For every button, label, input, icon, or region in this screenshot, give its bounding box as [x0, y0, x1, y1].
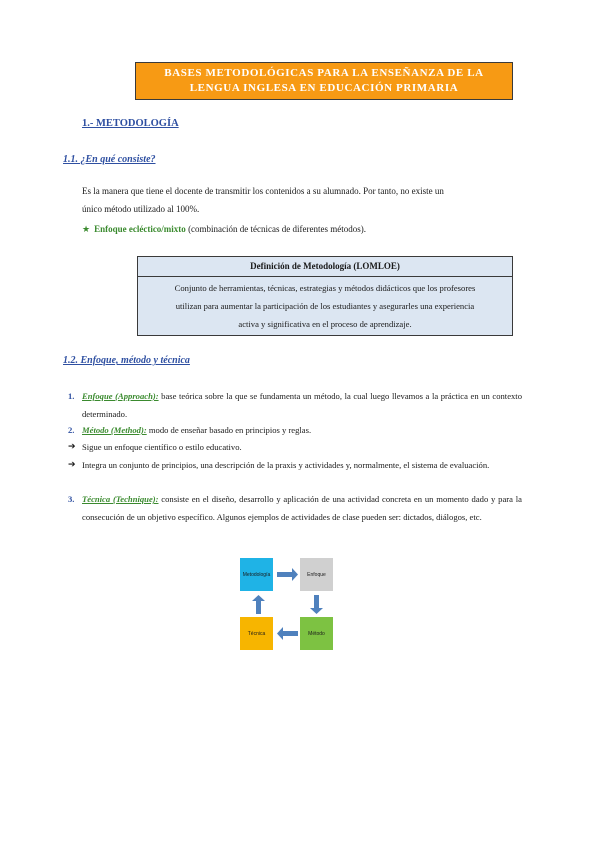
node-label-enfoque: Enfoque: [307, 571, 326, 578]
term-enfoque: Enfoque (Approach):: [82, 391, 159, 401]
subsection-heading-consiste: 1.1. ¿En qué consiste?: [63, 154, 156, 165]
arrow-left-icon: [277, 627, 298, 640]
list-item-sigue: [68, 438, 522, 456]
definition-line-3: activa y significativa en el proceso de aprendizaje.: [238, 319, 412, 329]
arrow-right-icon: [277, 568, 298, 581]
eclectic-term: Enfoque ecléctico/mixto: [94, 224, 186, 234]
arrow-bullet-icon: ➔: [68, 460, 76, 470]
arrow-up-icon: [252, 595, 265, 614]
definition-line-2: utilizan para aumentar la participación de los estudiantes y asegurarles una experiencia: [175, 301, 475, 311]
section-heading-metodologia: 1.- METODOLOGÍA: [82, 118, 179, 129]
text-metodo: modo de enseñar basado en principios y reglas.: [146, 425, 312, 435]
arrow-bullet-icon: ➔: [68, 442, 76, 452]
node-label-tecnica: Técnica: [247, 630, 266, 637]
text-integra: Integra un conjunto de principios, una descripción de la praxis y actividades y, normalmente, el sistema de evaluación.: [82, 460, 490, 470]
text-sigue: Sigue un enfoque científico o estilo educativo.: [82, 442, 242, 452]
intro-line-2: único método utilizado al 100%.: [82, 204, 200, 214]
cycle-arrows: [240, 558, 340, 650]
term-metodo: Método (Method):: [82, 425, 147, 435]
list-item-enfoque: [68, 387, 522, 423]
eclectic-description: (combinación de técnicas de diferentes métodos).: [185, 224, 366, 234]
node-label-metodologia: Metodología: [242, 571, 271, 578]
eclectic-approach-item: [82, 220, 366, 239]
title-line-2: LENGUA INGLESA EN EDUCACIÓN PRIMARIA: [189, 82, 459, 94]
definition-body: [138, 277, 512, 333]
definition-line-1: Conjunto de herramientas, técnicas, estrategias y métodos didácticos que los profesores: [174, 283, 476, 293]
intro-paragraph: [82, 182, 522, 218]
node-label-metodo: Método: [308, 630, 325, 637]
text-tecnica: consiste en el diseño, desarrollo y aplicación de una actividad concreta en un momento dado y para la consecución de un objetivo específico. Algunos ejemplos de actividades de clase pueden ser: dictados, diálogos, etc.: [82, 494, 522, 522]
list-item-tecnica: [68, 490, 522, 526]
methodology-cycle-diagram: [240, 558, 340, 650]
list-marker: 3.: [68, 494, 75, 504]
intro-line-1: Es la manera que tiene el docente de transmitir los contenidos a su alumnado. Por tanto, no existe un: [82, 186, 444, 196]
list-marker: 1.: [68, 391, 75, 401]
definition-box: [137, 256, 513, 336]
text-enfoque: base teórica sobre la que se fundamenta un método, la cual luego llevamos a la práctica en un contexto determinado.: [82, 391, 522, 419]
subsection-heading-enfoque: 1.2. Enfoque, método y técnica: [63, 355, 190, 366]
list-marker: 2.: [68, 425, 75, 435]
title-line-1: BASES METODOLÓGICAS PARA LA ENSEÑANZA DE LA: [164, 67, 484, 79]
definition-heading: Definición de Metodología (LOMLOE): [138, 257, 512, 277]
arrow-down-icon: [310, 595, 323, 614]
term-tecnica: Técnica (Technique):: [82, 494, 159, 504]
list-item-metodo: [68, 421, 522, 439]
star-icon: ★: [82, 225, 91, 235]
document-title: [135, 62, 513, 100]
list-item-integra: [68, 456, 522, 474]
